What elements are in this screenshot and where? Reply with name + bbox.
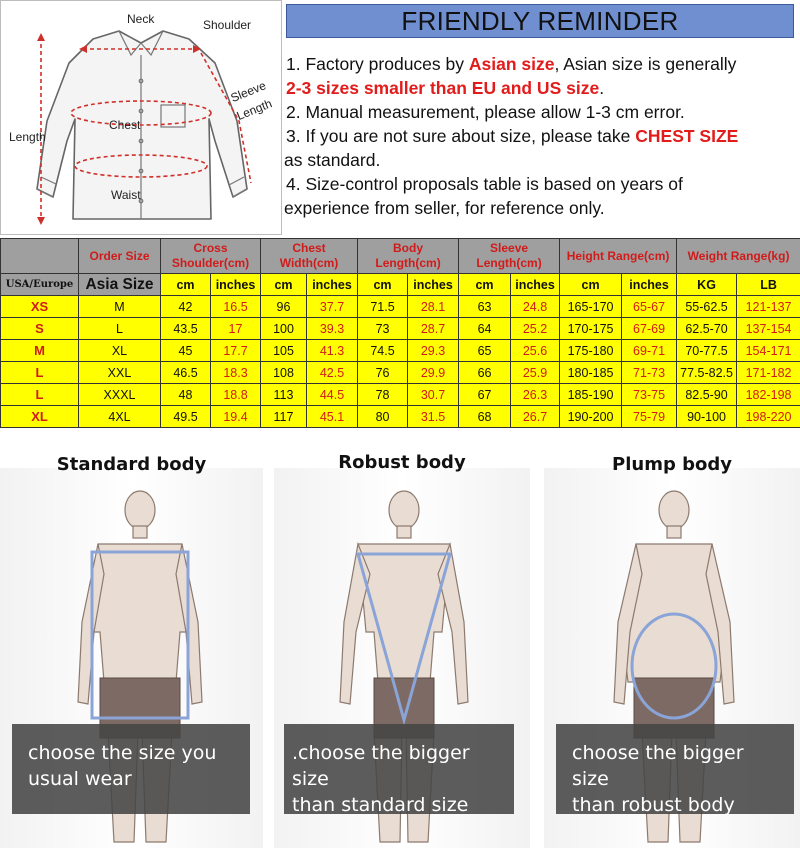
standard-caption-line2: usual wear [28, 768, 132, 790]
header-height-range: Height Range(cm) [560, 239, 677, 274]
height-inches-cell: 75-79 [622, 406, 677, 428]
size-asia-cell: XXXL [79, 384, 161, 406]
sleeve-cm-cell: 67 [459, 384, 511, 406]
subheader-cm: cm [261, 274, 307, 296]
subheader-cm: cm [560, 274, 622, 296]
chest-label: Chest [109, 118, 141, 132]
table-row [1, 296, 800, 318]
height-cm-cell: 175-180 [560, 340, 622, 362]
standard-body-title: Standard body [56, 454, 207, 475]
header-body-line2: Length(cm) [375, 256, 441, 270]
weight-kg-cell: 70-77.5 [677, 340, 737, 362]
sleeve-inches-cell: 26.7 [511, 406, 560, 428]
shoulder-inches-cell: 17 [211, 318, 261, 340]
reminder-point-1-text: 1. Factory produces by [286, 54, 469, 74]
shoulder-cm-cell: 49.5 [161, 406, 211, 428]
shoulder-cm-cell: 43.5 [161, 318, 211, 340]
weight-kg-cell: 55-62.5 [677, 296, 737, 318]
height-cm-cell: 170-175 [560, 318, 622, 340]
weight-kg-cell: 77.5-82.5 [677, 362, 737, 384]
sleeve-inches-cell: 26.3 [511, 384, 560, 406]
reminder-point-3 [286, 124, 796, 148]
weight-lb-cell: 154-171 [737, 340, 800, 362]
header-empty [1, 239, 79, 274]
reminder-point-3-cont: as standard. [284, 150, 381, 170]
size-asia-cell: M [79, 296, 161, 318]
body-inches-cell: 29.3 [408, 340, 459, 362]
subheader-asia-size: Asia Size [79, 274, 161, 296]
header-sleeve-line1: Sleeve [490, 241, 529, 255]
chest-inches-cell: 45.1 [307, 406, 358, 428]
robust-caption-line2: than standard size [292, 794, 469, 816]
chest-cm-cell: 105 [261, 340, 307, 362]
height-inches-cell: 71-73 [622, 362, 677, 384]
sleeve-inches-cell: 25.9 [511, 362, 560, 384]
header-chest-line2: Width(cm) [279, 256, 339, 270]
header-sleeve-line2: Length(cm) [476, 256, 542, 270]
reminder-point-1 [286, 52, 796, 76]
header-order-size: Order Size [79, 239, 161, 274]
header-chest-width [261, 239, 358, 274]
sleeve-cm-cell: 68 [459, 406, 511, 428]
table-subheader-row [1, 274, 800, 296]
header-body-line1: Body [393, 241, 424, 255]
robust-body-panel [274, 442, 530, 848]
sleeve-inches-cell: 25.2 [511, 318, 560, 340]
table-row [1, 318, 800, 340]
sleeve-label-line1: Sleeve [228, 78, 268, 106]
body-cm-cell: 74.5 [358, 340, 408, 362]
size-asia-cell: XL [79, 340, 161, 362]
weight-lb-cell: 171-182 [737, 362, 800, 384]
header-cross-line1: Cross [193, 241, 228, 255]
height-cm-cell: 165-170 [560, 296, 622, 318]
header-sleeve-length [459, 239, 560, 274]
measurement-diagram [0, 0, 282, 235]
height-inches-cell: 73-75 [622, 384, 677, 406]
asian-size-highlight: Asian size [468, 54, 555, 74]
reminder-point-1-text-2: , Asian size is generally [554, 54, 737, 74]
length-label: Length [9, 130, 46, 144]
size-usa-cell: L [1, 362, 79, 384]
shoulder-inches-cell: 18.8 [211, 384, 261, 406]
sleeve-cm-cell: 66 [459, 362, 511, 384]
body-inches-cell: 29.9 [408, 362, 459, 384]
shoulder-inches-cell: 19.4 [211, 406, 261, 428]
height-cm-cell: 190-200 [560, 406, 622, 428]
height-inches-cell: 65-67 [622, 296, 677, 318]
sleeve-cm-cell: 64 [459, 318, 511, 340]
chest-cm-cell: 108 [261, 362, 307, 384]
size-usa-cell: M [1, 340, 79, 362]
body-inches-cell: 30.7 [408, 384, 459, 406]
height-inches-cell: 67-69 [622, 318, 677, 340]
robust-body-caption [284, 724, 514, 814]
height-cm-cell: 180-185 [560, 362, 622, 384]
shoulder-inches-cell: 17.7 [211, 340, 261, 362]
table-row [1, 406, 800, 428]
body-cm-cell: 78 [358, 384, 408, 406]
body-cm-cell: 80 [358, 406, 408, 428]
weight-lb-cell: 198-220 [737, 406, 800, 428]
subheader-inches: inches [511, 274, 560, 296]
sleeve-inches-cell: 24.8 [511, 296, 560, 318]
standard-body-panel [0, 442, 263, 848]
sleeve-cm-cell: 65 [459, 340, 511, 362]
weight-lb-cell: 121-137 [737, 296, 800, 318]
subheader-inches: inches [622, 274, 677, 296]
weight-kg-cell: 90-100 [677, 406, 737, 428]
waist-label: Waist [111, 188, 141, 202]
plump-body-caption [556, 724, 794, 814]
robust-body-title: Robust body [338, 452, 466, 473]
header-chest-line1: Chest [292, 241, 326, 255]
weight-kg-cell: 82.5-90 [677, 384, 737, 406]
chest-inches-cell: 42.5 [307, 362, 358, 384]
weight-kg-cell: 62.5-70 [677, 318, 737, 340]
friendly-reminder [282, 0, 800, 235]
sleeve-label-line2: Length [234, 96, 274, 124]
reminder-point-2: 2. Manual measurement, please allow 1-3 cm error. [286, 102, 685, 122]
size-usa-cell: S [1, 318, 79, 340]
chest-cm-cell: 96 [261, 296, 307, 318]
shoulder-cm-cell: 46.5 [161, 362, 211, 384]
subheader-cm: cm [161, 274, 211, 296]
reminder-point-4: 4. Size-control proposals table is based on years of [286, 174, 683, 194]
weight-lb-cell: 137-154 [737, 318, 800, 340]
chest-cm-cell: 100 [261, 318, 307, 340]
standard-caption-line1: choose the size you [28, 742, 217, 764]
standard-body-caption [12, 724, 250, 814]
subheader-kg: KG [677, 274, 737, 296]
body-inches-cell: 28.1 [408, 296, 459, 318]
chest-inches-cell: 39.3 [307, 318, 358, 340]
size-asia-cell: L [79, 318, 161, 340]
sleeve-inches-cell: 25.6 [511, 340, 560, 362]
table-row [1, 340, 800, 362]
subheader-inches: inches [307, 274, 358, 296]
neck-label: Neck [127, 12, 155, 26]
table-header-row [1, 239, 800, 274]
size-usa-cell: L [1, 384, 79, 406]
subheader-inches: inches [211, 274, 261, 296]
size-asia-cell: XXL [79, 362, 161, 384]
header-cross-line2: Shoulder(cm) [171, 256, 250, 270]
header-body-length [358, 239, 459, 274]
subheader-cm: cm [459, 274, 511, 296]
shoulder-label: Shoulder [203, 18, 252, 32]
body-cm-cell: 71.5 [358, 296, 408, 318]
subheader-cm: cm [358, 274, 408, 296]
subheader-lb: LB [737, 274, 800, 296]
reminder-point-1-period: . [599, 78, 605, 98]
table-row [1, 384, 800, 406]
sleeve-cm-cell: 63 [459, 296, 511, 318]
plump-caption-line2: than robust body [572, 794, 735, 816]
shoulder-inches-cell: 18.3 [211, 362, 261, 384]
body-cm-cell: 76 [358, 362, 408, 384]
subheader-usa-europe: USA/Europe [1, 274, 79, 296]
table-row [1, 362, 800, 384]
header-weight-range: Weight Range(kg) [677, 239, 800, 274]
size-usa-cell: XL [1, 406, 79, 428]
shoulder-cm-cell: 48 [161, 384, 211, 406]
body-inches-cell: 31.5 [408, 406, 459, 428]
size-usa-cell: XS [1, 296, 79, 318]
size-asia-cell: 4XL [79, 406, 161, 428]
body-cm-cell: 73 [358, 318, 408, 340]
plump-body-title: Plump body [612, 454, 732, 475]
reminder-point-3-text: 3. If you are not sure about size, please take [286, 126, 636, 146]
subheader-inches: inches [408, 274, 459, 296]
reminder-point-4-cont: experience from seller, for reference only. [284, 198, 605, 218]
header-cross-shoulder [161, 239, 261, 274]
weight-lb-cell: 182-198 [737, 384, 800, 406]
reminder-text [286, 52, 796, 220]
robust-caption-line1: .choose the bigger size [292, 742, 470, 790]
plump-caption-line1: choose the bigger size [572, 742, 744, 790]
height-inches-cell: 69-71 [622, 340, 677, 362]
height-cm-cell: 185-190 [560, 384, 622, 406]
chest-cm-cell: 113 [261, 384, 307, 406]
shoulder-cm-cell: 42 [161, 296, 211, 318]
reminder-point-1-cont [286, 76, 796, 100]
size-difference-highlight: 2-3 sizes smaller than EU and US size [286, 78, 600, 98]
chest-inches-cell: 37.7 [307, 296, 358, 318]
reminder-title: FRIENDLY REMINDER [286, 4, 794, 38]
shoulder-cm-cell: 45 [161, 340, 211, 362]
chest-cm-cell: 117 [261, 406, 307, 428]
chest-inches-cell: 41.3 [307, 340, 358, 362]
body-inches-cell: 28.7 [408, 318, 459, 340]
size-chart-table [0, 238, 800, 428]
shoulder-inches-cell: 16.5 [211, 296, 261, 318]
plump-body-panel [544, 442, 800, 848]
chest-inches-cell: 44.5 [307, 384, 358, 406]
chest-size-highlight: CHEST SIZE [635, 126, 739, 146]
